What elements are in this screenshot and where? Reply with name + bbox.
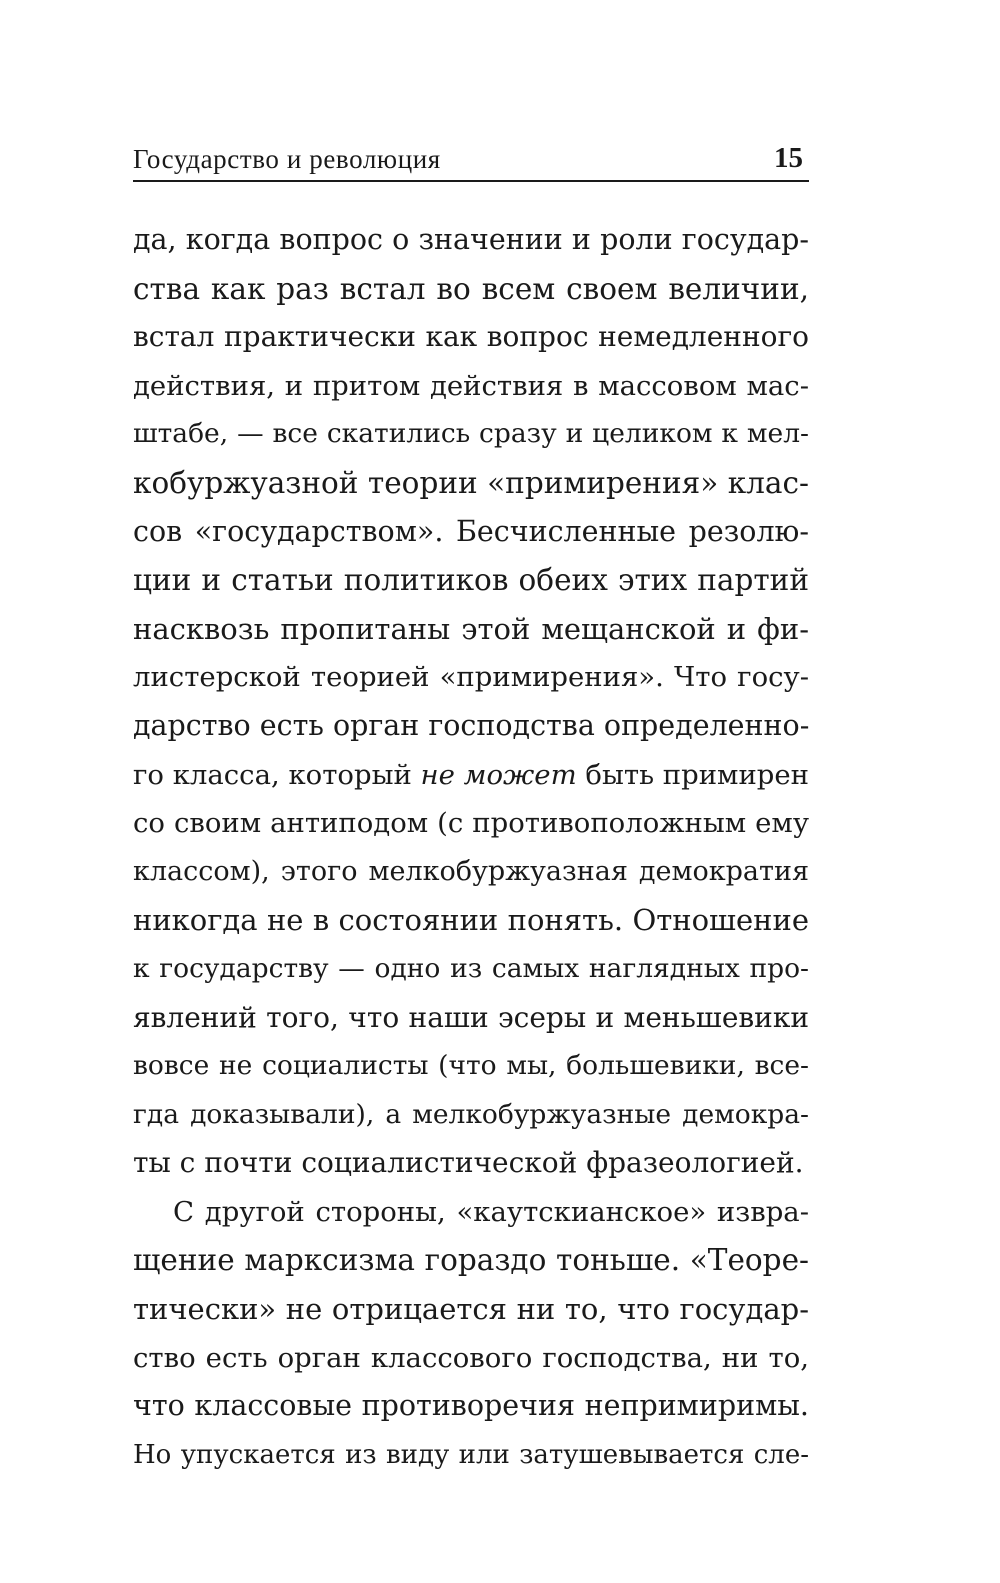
italic-emphasis: не может — [420, 758, 577, 791]
text-body — [133, 216, 809, 1479]
running-title: Государство и революция — [133, 144, 441, 174]
text-line: щение марксизма гораздо тоньше. «Теоре- — [133, 1243, 809, 1278]
text-line: действия, и притом действия в массовом мас- — [133, 369, 809, 402]
text-line: классом), этого мелкобуржуазная демократия — [133, 855, 809, 887]
text-line: ты с почти социалистической фразеологией. — [133, 1146, 804, 1180]
text-line: С другой стороны, «каутскианское» извра- — [173, 1195, 809, 1228]
text-line: листерской теорией «примирения». Что госу- — [133, 661, 809, 694]
text-line: вовсе не социалисты (что мы, большевики, все- — [133, 1050, 809, 1082]
text-line: кобуржуазной теории «примирения» клас- — [133, 465, 809, 500]
running-head — [133, 140, 809, 182]
text-line: ции и статьи политиков обеих этих партий — [133, 563, 809, 598]
text-line: сов «государством». Бесчисленные резолю- — [133, 514, 809, 548]
text-line: дарство есть орган господства определенно- — [133, 708, 810, 742]
paragraph-2 — [133, 1188, 809, 1480]
text-line: со своим антиподом (с противоположным ему — [133, 807, 809, 840]
text-line: насквозь пропитаны этой мещанской и фи- — [133, 611, 809, 646]
text-line: да, когда вопрос о значении и роли государ- — [133, 223, 809, 256]
text-line: тически» не отрицается ни то, что государ- — [133, 1292, 809, 1327]
paragraph-1 — [133, 216, 809, 1188]
text-line: штабе, — все скатились сразу и целиком к мел- — [133, 418, 809, 450]
text-line: к государству — одно из самых наглядных про- — [133, 952, 809, 984]
line-segment: го класса, который — [133, 758, 421, 791]
text-line: ства как раз встал во всем своем величии, — [133, 271, 809, 306]
text-line: явлений того, что наши эсеры и меньшевики — [133, 1000, 809, 1034]
text-line: что классовые противоречия непримиримы. — [133, 1389, 809, 1423]
text-line: Но упускается из виду или затушевывается сле- — [133, 1439, 809, 1470]
text-line: встал практически как вопрос немедленного — [133, 320, 809, 354]
text-line-with-emphasis — [133, 751, 809, 800]
text-line: ство есть орган классового господства, ни то, — [133, 1341, 809, 1374]
text-line: никогда не в состоянии понять. Отношение — [133, 903, 809, 938]
line-segment: быть примирен — [576, 758, 809, 791]
text-line: гда доказывали), а мелкобуржуазные демокра- — [133, 1098, 809, 1130]
page-number: 15 — [774, 142, 803, 174]
